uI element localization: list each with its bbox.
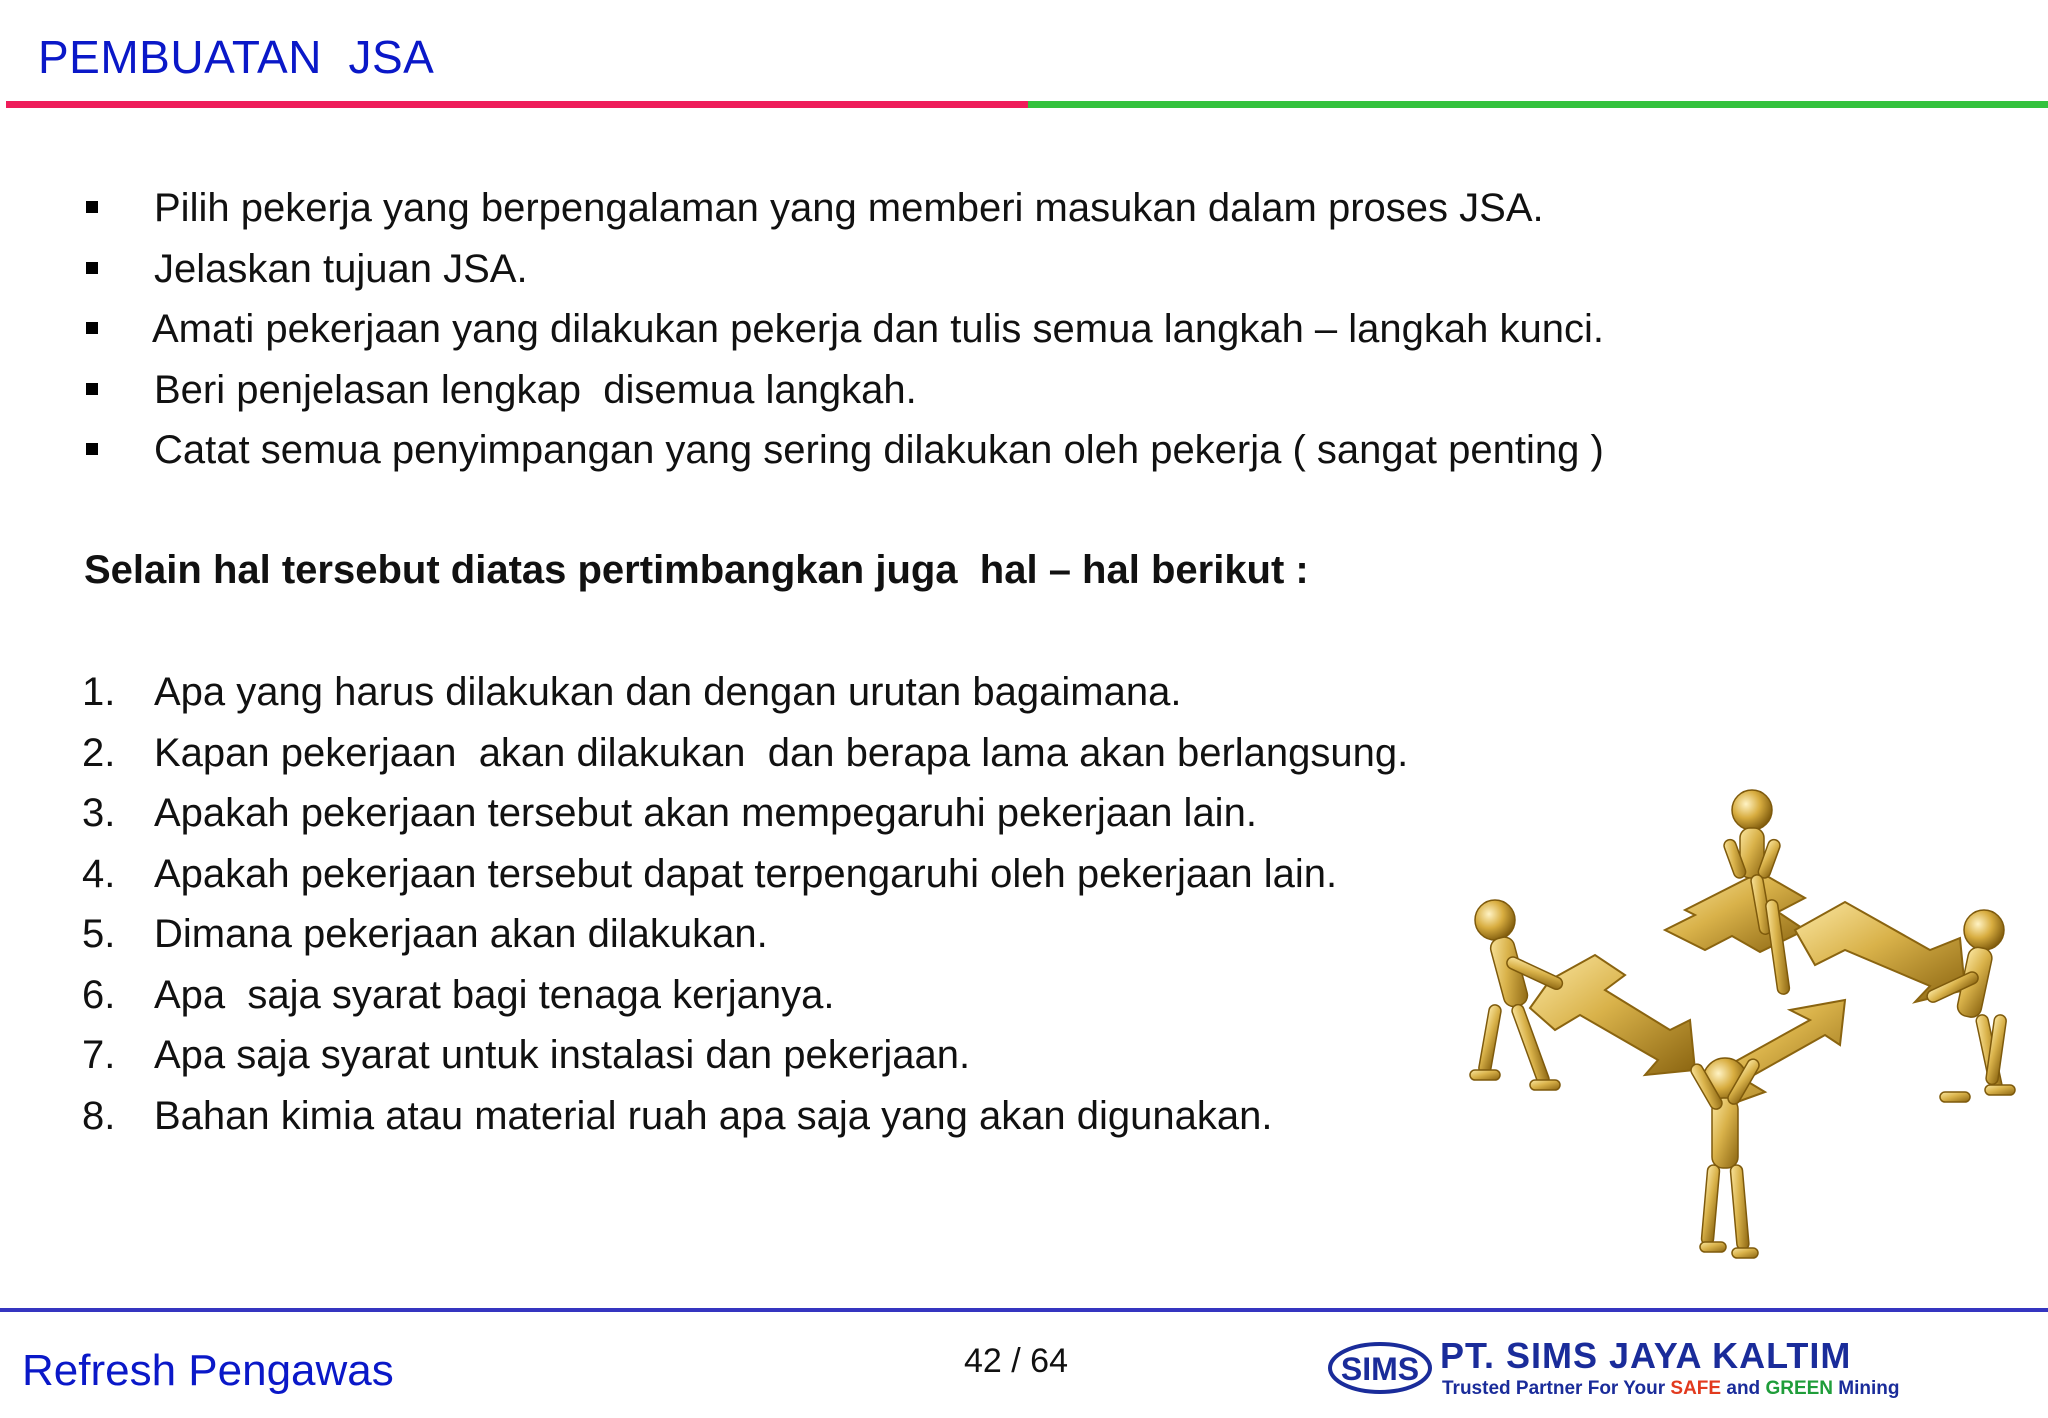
page-indicator: 42 / 64 [964,1342,1068,1380]
title-divider-green [1028,101,2048,108]
gold-figures-puzzle-arrows-icon [1460,780,2030,1270]
section-subheading: Selain hal tersebut diatas pertimbangkan juga hal – hal berikut : [84,548,1309,592]
slide-title: PEMBUATAN JSA [38,31,435,83]
company-logo [1328,1336,2018,1398]
square-bullet-icon [86,262,98,274]
logo-company-name: PT. SIMS JAYA KALTIM [1440,1336,1852,1376]
footer-divider [0,1308,2048,1312]
logo-tagline: Trusted Partner For Your SAFE and GREEN Mining [1442,1378,1900,1398]
slide: PEMBUATAN JSA Pilih pekerja yang berpengalaman yang memberi masukan dalam proses JSA. Jelaskan tujuan JSA. Amati pekerjaan yang dilakukan pekerja dan tulis semua langkah – langkah kunci. Beri penjelasan lengkap disemua langkah. Catat semua penyimpangan yang sering dilakukan oleh pekerja ( sangat penting ) Selain hal tersebut diatas pertimbangkan juga hal – hal berikut : 1. Apa yang harus dilakukan dan dengan urutan bagaimana. 2. Kapan pekerjaan akan dilakukan dan berapa lama akan berlangsung. 3. Apakah pekerjaan tersebut akan mempegaruhi pekerjaan lain. 4. Apakah pekerjaan tersebut dapat terpengaruhi oleh pekerjaan lain. 5. Dimana pekerjaan akan dilakukan. 6. Apa saja syarat bagi tenaga kerjanya. 7. Apa saja syarat untuk instalasi dan pekerjaan. 8. Bahan kimia atau material ruah apa saja yang akan digunakan. Refresh Pengawas 42 / 64 SIMS PT. SIMS JAYA KALTIM Trusted Partner For Your SAFE and GREEN Mining [0,0,2048,1418]
square-bullet-icon [86,201,98,213]
logo-badge-text: SIMS [1340,1351,1420,1387]
square-bullet-icon [86,383,98,395]
footer-title: Refresh Pengawas [22,1346,394,1395]
title-divider-red [6,101,1028,108]
square-bullet-icon [86,443,98,455]
square-bullet-icon [86,322,98,334]
